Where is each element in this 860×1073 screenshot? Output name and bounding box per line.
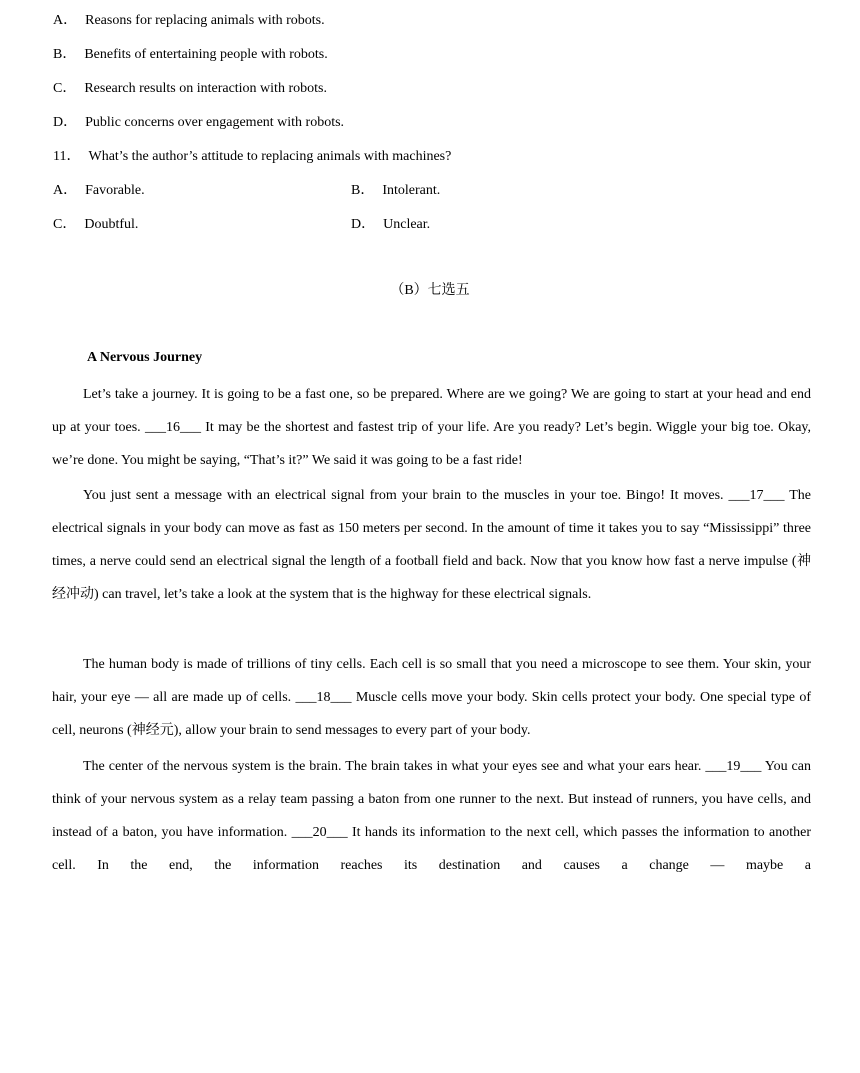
option-letter: A． <box>53 13 78 28</box>
option-text: Public concerns over engagement with robots. <box>85 115 345 130</box>
option-text: Benefits of entertaining people with robots. <box>84 47 328 62</box>
option-letter: D． <box>53 115 78 130</box>
q10-option-b <box>53 46 328 64</box>
passage-paragraph-3: The human body is made of trillions of tiny cells. Each cell is so small that you need a microscope to see them. Your skin, your hair, your eye — all are made up of cells. ___18___ Muscle cells move your body. Skin cells protect your body. One special type of cell, neurons (神经元), allow your brain to send messages to every part of your body. <box>52 657 811 738</box>
option-text: Favorable. <box>85 183 145 198</box>
passage-paragraph-2: You just sent a message with an electrical signal from your brain to the muscles in your toe. Bingo! It moves. ___17___ The electrical signals in your body can move as fast as 150 meters per second. In the amount of time it takes you to say “Mississippi” three times, a nerve could send an electrical signal the length of a football field and back. Now that you know how fast a nerve impulse (神经冲动) can travel, let’s take a look at the system that is the highway for these electrical signals. <box>52 488 811 602</box>
option-text: Reasons for replacing animals with robots. <box>85 13 325 28</box>
option-letter: A． <box>53 183 78 198</box>
q11-option-c <box>53 216 138 234</box>
q10-option-a <box>53 12 325 30</box>
passage-paragraph-1: Let’s take a journey. It is going to be a fast one, so be prepared. Where are we going? We are going to start at your head and end up at your toes. ___16___ It may be the shortest and fastest trip of your life. Are you ready? Let’s begin. Wiggle your big toe. Okay, we’re done. You might be saying, “That’s it?” We said it was going to be a fast ride! <box>52 387 811 468</box>
q11-stem <box>53 148 451 166</box>
option-letter: C． <box>53 217 77 232</box>
question-number: 11． <box>53 149 81 164</box>
option-letter: B． <box>351 183 375 198</box>
option-text: Unclear. <box>383 217 431 232</box>
question-text: What’s the author’s attitude to replacing animals with machines? <box>88 149 452 164</box>
option-letter: B． <box>53 47 77 62</box>
q11-option-a <box>53 182 145 200</box>
option-text: Research results on interaction with robots. <box>84 81 327 96</box>
q10-option-d <box>53 114 344 132</box>
q11-option-d <box>351 216 430 234</box>
option-letter: C． <box>53 81 77 96</box>
passage-title: A Nervous Journey <box>87 350 203 365</box>
passage-paragraph-4: The center of the nervous system is the brain. The brain takes in what your eyes see and what your ears hear. ___19___ You can think of your nervous system as a relay team passing a baton from one runner to the next. But instead of runners, you have cells, and instead of a baton, you have information. ___20___ It hands its information to the next cell, which passes the information to another cell. In the end, the information reaches its destination and causes a change — maybe a <box>52 759 811 873</box>
q11-option-b <box>351 182 440 200</box>
section-heading: （B）七选五 <box>390 283 470 298</box>
option-text: Doubtful. <box>84 217 139 232</box>
q10-option-c <box>53 80 327 98</box>
option-letter: D． <box>351 217 376 232</box>
option-text: Intolerant. <box>382 183 441 198</box>
